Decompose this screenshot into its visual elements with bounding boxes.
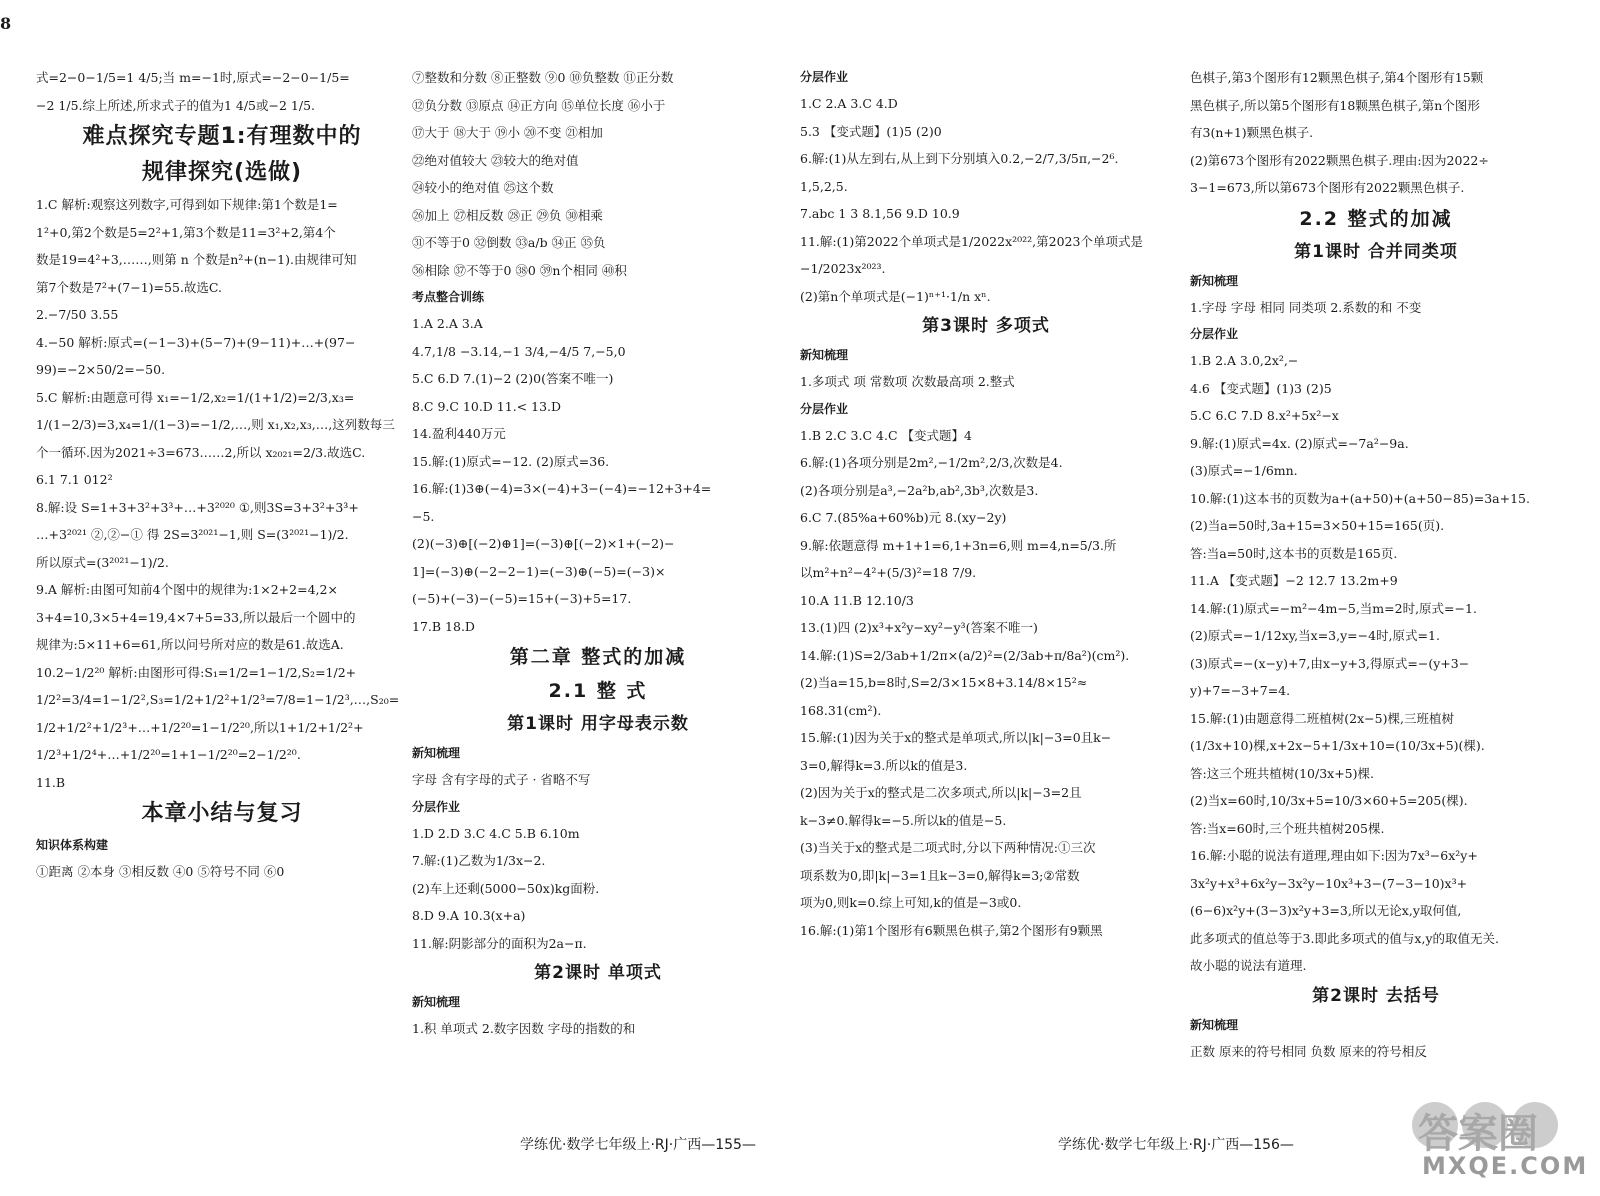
text-line: 数是19=4²+3,……,则第 n 个数是n²+(n−1).由规律可知	[36, 252, 357, 267]
text-line: −5.	[412, 508, 435, 524]
text-line: 8.解:设 S=1+3+3²+3³+…+3²⁰²⁰ ①,则3S=3+3²+3³+	[36, 499, 359, 515]
text-line: 此多项式的值总等于3.即此多项式的值与x,y的取值无关.	[1190, 930, 1499, 946]
text-line: 15.解:(1)原式=−12. (2)原式=36.	[412, 453, 610, 469]
text-line: 9.A 解析:由图可知前4个图中的规律为:1×2+2=4,2×	[36, 582, 338, 597]
text-line: ⑫负分数 ⑬原点 ⑭正方向 ⑮单位长度 ⑯小于	[412, 97, 666, 113]
text-line: 1.字母 字母 相同 同类项 2.系数的和 不变	[1190, 299, 1422, 315]
text-line: 15.解:(1)由题意得二班植树(2x−5)棵,三班植树	[1190, 710, 1454, 726]
text-line: 4.7,1/8 −3.14,−1 3/4,−4/5 7,−5,0	[412, 343, 626, 359]
text-line: 9.解:(1)原式=4x. (2)原式=−7a²−9a.	[1190, 435, 1409, 451]
site-watermark	[1412, 1102, 1589, 1182]
lesson-heading: 第1课时 用字母表示数	[507, 714, 689, 734]
text-line: 字母 含有字母的式子 · 省略不写	[412, 772, 591, 787]
text-line: 4.6 【变式题】(1)3 (2)5	[1190, 380, 1332, 396]
column-3	[800, 64, 1172, 944]
text-line: 故小聪的说法有道理.	[1190, 958, 1307, 973]
text-line: 10.解:(1)这本书的页数为a+(a+50)+(a+50−85)=3a+15.	[1190, 490, 1530, 506]
text-line: 项系数为0,即|k|−3=1且k−3=0,解得k=3;②常数	[800, 867, 1080, 883]
text-line: 答:这三个班共植树(10/3x+5)棵.	[1190, 765, 1374, 781]
text-line: 7.abc 1 3 8.1,56 9.D 10.9	[800, 206, 960, 221]
text-line: (2)当a=15,b=8时,S=2/3×15×8+3.14/8×15²≈	[800, 675, 1088, 690]
section-label: 新知梳理	[412, 746, 461, 760]
lesson-heading: 第1课时 合并同类项	[1294, 241, 1458, 262]
text-line: 6.C 7.(85%a+60%b)元 8.(xy−2y)	[800, 510, 1007, 525]
text-line: 9.解:依题意得 m+1+1=6,1+3n=6,则 m=4,n=5/3.所	[800, 537, 1117, 553]
text-line: 13.(1)四 (2)x³+x²y−xy²−y³(答案不唯一)	[800, 620, 1038, 635]
column-2	[412, 64, 784, 1043]
text-line: ㊱相除 ㊲不等于0 ㊳0 ㊴n个相同 ㊵积	[412, 262, 627, 278]
lesson-heading: 第3课时 多项式	[922, 316, 1050, 336]
text-line: (1/3x+10)棵,x+2x−5+1/3x+10=(10/3x+5)(棵).	[1190, 738, 1485, 753]
text-line: 5.C 6.D 7.(1)−2 (2)0(答案不唯一)	[412, 371, 614, 386]
text-line: 规律为:5×11+6=61,所以问号所对应的数是61.故选A.	[36, 637, 344, 652]
text-line: 5.C 解析:由题意可得 x₁=−1/2,x₂=1/(1+1/2)=2/3,x₃=	[36, 389, 355, 405]
section-label: 新知梳理	[412, 995, 461, 1009]
text-line: 1.A 2.A 3.A	[412, 316, 483, 331]
section-label: 分层作业	[800, 70, 849, 84]
footer-page-155: 学练优·数学七年级上·RJ·广西—155—	[520, 1137, 756, 1153]
text-line: 6.1 7.1 012²	[36, 472, 113, 487]
text-line: 11.解:阴影部分的面积为2a−π.	[412, 935, 587, 951]
watermark-url: MXQE.COM	[1422, 1152, 1589, 1180]
lesson-heading: 第2课时 去括号	[1312, 985, 1440, 1006]
text-line: k−3≠0.解得k=−5.所以k的值是−5.	[800, 812, 1007, 828]
text-line: (2)第n个单项式是(−1)ⁿ⁺¹·1/n xⁿ.	[800, 288, 991, 304]
section-label: 考点整合训练	[412, 290, 485, 304]
text-line: 10.A 11.B 12.10/3	[800, 592, 914, 608]
text-line: (6−6)x²y+(3−3)x²y+3=3,所以无论x,y取何值,	[1190, 903, 1462, 918]
text-line: …+3²⁰²¹ ②,②−① 得 2S=3²⁰²¹−1,则 S=(3²⁰²¹−1)/2.	[36, 527, 349, 542]
section-label: 新知梳理	[800, 348, 849, 362]
section-label: 分层作业	[412, 799, 461, 814]
text-line: ①距离 ②本身 ③相反数 ④0 ⑤符号不同 ⑥0	[36, 864, 285, 879]
text-line: 答:当a=50时,这本书的页数是165页.	[1190, 545, 1398, 561]
text-line: 正数 原来的符号相同 负数 原来的符号相反	[1190, 1043, 1427, 1059]
watermark-logo-text: 答案圈	[1418, 1111, 1538, 1157]
text-line: ⑦整数和分数 ⑧正整数 ⑨0 ⑩负整数 ⑪正分数	[412, 70, 674, 85]
text-line: 3=0,解得k=3.所以k的值是3.	[800, 757, 968, 773]
text-line: 3−1=673,所以第673个图形有2022颗黑色棋子.	[1190, 180, 1465, 195]
text-line: 6.解:(1)从左到右,从上到下分别填入0.2,−2/7,3/5π,−2⁶.	[800, 151, 1119, 166]
text-line: (−5)+(−3)−(−5)=15+(−3)+5=17.	[412, 591, 632, 606]
text-line: −1/2023x²⁰²³.	[800, 261, 886, 276]
text-line: 16.解:(1)3⊕(−4)=3×(−4)+3−(−4)=−12+3+4=	[412, 481, 712, 496]
text-line: 99)=−2×50/2=−50.	[36, 362, 166, 377]
text-line: 1.C 2.A 3.C 4.D	[800, 96, 898, 111]
text-line: 1/2²=3/4=1−1/2²,S₃=1/2+1/2²+1/2³=7/8=1−1/2³,…,S₂₀=	[36, 692, 400, 707]
text-line: 色棋子,第3个图形有12颗黑色棋子,第4个图形有15颗	[1190, 70, 1484, 85]
text-line: 1,5,2,5.	[800, 178, 848, 194]
section-label: 知识体系构建	[36, 838, 109, 852]
text-line: 3+4=10,3×5+4=19,4×7+5=33,所以最后一个圆中的	[36, 609, 356, 625]
text-line: 15.解:(1)因为关于x的整式是单项式,所以|k|−3=0且k−	[800, 730, 1112, 745]
text-line: 1.B 2.C 3.C 4.C 【变式题】4	[800, 427, 972, 443]
text-line: 5.C 6.C 7.D 8.x²+5x²−x	[1190, 408, 1339, 423]
topic-heading: 规律探究(选做)	[141, 160, 303, 185]
text-line: 1/2³+1/2⁴+…+1/2²⁰=1+1−1/2²⁰=2−1/2²⁰.	[36, 747, 301, 762]
text-line: 7.解:(1)乙数为1/3x−2.	[412, 853, 546, 868]
text-line: (3)当关于x的整式是二项式时,分以下两种情况:①三次	[800, 840, 1096, 855]
text-line: ㉖加上 ㉗相反数 ㉘正 ㉙负 ㉚相乘	[412, 207, 603, 223]
text-line: (2)原式=−1/12xy,当x=3,y=−4时,原式=1.	[1190, 628, 1440, 643]
text-line: 14.解:(1)S=2/3ab+1/2π×(a/2)²=(2/3ab+π/8a²)(cm²).	[800, 647, 1130, 663]
text-line: 8.D 9.A 10.3(x+a)	[412, 908, 526, 923]
text-line: 1.多项式 项 常数项 次数最高项 2.整式	[800, 374, 1015, 389]
text-line: (2)各项分别是a³,−2a²b,ab²,3b³,次数是3.	[800, 482, 1039, 498]
text-line: 1.D 2.D 3.C 4.C 5.B 6.10m	[412, 825, 580, 841]
text-line: 1.积 单项式 2.数字因数 字母的指数的和	[412, 1021, 636, 1036]
text-line: 11.解:(1)第2022个单项式是1/2022x²⁰²²,第2023个单项式是	[800, 233, 1143, 249]
text-line: (2)当a=50时,3a+15=3×50+15=165(页).	[1190, 518, 1445, 533]
text-line: 项为0,则k=0.综上可知,k的值是−3或0.	[800, 895, 1022, 910]
text-line: (3)原式=−(x−y)+7,由x−y+3,得原式=−(y+3−	[1190, 655, 1470, 671]
text-line: (2)因为关于x的整式是二次多项式,所以|k|−3=2且	[800, 785, 1082, 800]
text-line: 5.3 【变式题】(1)5 (2)0	[800, 123, 942, 139]
text-line: 17.B 18.D	[412, 618, 475, 634]
text-line: 3x²y+x³+6x²y−3x²y−10x³+3−(7−3−10)x³+	[1190, 875, 1468, 891]
text-line: 个一循环.因为2021÷3=673……2,所以 x₂₀₂₁=2/3.故选C.	[36, 444, 366, 460]
text-line: 11.B	[36, 774, 66, 790]
text-line: ㉔较小的绝对值 ㉕这个数	[412, 180, 554, 195]
corner-mark: 8	[0, 14, 12, 33]
section-label: 新知梳理	[1190, 1017, 1239, 1032]
text-line: 8.C 9.C 10.D 11.< 13.D	[412, 398, 562, 414]
text-line: 6.解:(1)各项分别是2m²,−1/2m²,2/3,次数是4.	[800, 455, 1063, 470]
text-line: 2.−7/50 3.55	[36, 307, 119, 322]
text-line: 以m²+n²−4²+(5/3)²=18 7/9.	[800, 565, 977, 580]
section-label: 分层作业	[1190, 327, 1239, 341]
text-line: 16.解:(1)第1个图形有6颗黑色棋子,第2个图形有9颗黑	[800, 922, 1103, 938]
footer-page-156: 学练优·数学七年级上·RJ·广西—156—	[1058, 1137, 1294, 1153]
text-line: ㉛不等于0 ㉜倒数 ㉝a/b ㉞正 ㉟负	[412, 235, 606, 250]
text-line: (2)车上还剩(5000−50x)kg面粉.	[412, 880, 600, 896]
chapter-heading: 2.2 整式的加减	[1299, 207, 1453, 230]
text-line: 有3(n+1)颗黑色棋子.	[1190, 125, 1314, 140]
text-line: 10.2−1/2²⁰ 解析:由图形可得:S₁=1/2=1−1/2,S₂=1/2+	[36, 664, 357, 680]
text-line: 11.A 【变式题】−2 12.7 13.2m+9	[1190, 573, 1398, 588]
chapter-heading: 第二章 整式的加减	[509, 646, 687, 668]
lesson-heading: 第2课时 单项式	[534, 963, 662, 983]
text-line: 4.−50 解析:原式=(−1−3)+(5−7)+(9−11)+…+(97−	[36, 334, 356, 350]
text-line: ⑰大于 ⑱大于 ⑲小 ⑳不变 ㉑相加	[412, 125, 603, 140]
text-line: (2)(−3)⊕[(−2)⊕1]=(−3)⊕[(−2)×1+(−2)−	[412, 536, 675, 551]
text-line: 14.盈利440万元	[412, 426, 506, 441]
chapter-heading: 2.1 整 式	[548, 680, 648, 702]
text-line: 1]=(−3)⊕(−2−2−1)=(−3)⊕(−5)=(−3)×	[412, 563, 666, 579]
text-line: (2)当x=60时,10/3x+5=10/3×60+5=205(棵).	[1190, 793, 1468, 808]
text-line: 14.解:(1)原式=−m²−4m−5,当m=2时,原式=−1.	[1190, 600, 1477, 616]
text-line: 黑色棋子,所以第5个图形有18颗黑色棋子,第n个图形	[1190, 97, 1480, 113]
text-line: 1.C 解析:观察这列数字,可得到如下规律:第1个数是1=	[36, 197, 338, 212]
text-line: 1/2+1/2²+1/2³+…+1/2²⁰=1−1/2²⁰,所以1+1/2+1/2²+	[36, 719, 364, 735]
text-line: 16.解:小聪的说法有道理,理由如下:因为7x³−6x²y+	[1190, 848, 1478, 863]
text-line: 所以原式=(3²⁰²¹−1)/2.	[36, 554, 169, 570]
column-1	[36, 64, 408, 886]
text-line: 答:当x=60时,三个班共植树205棵.	[1190, 820, 1385, 836]
column-4	[1190, 64, 1562, 1065]
text-line: 1.B 2.A 3.0,2x²,−	[1190, 353, 1299, 368]
text-line: ㉒绝对值较大 ㉓较大的绝对值	[412, 152, 579, 168]
text-line: 第7个数是7²+(7−1)=55.故选C.	[36, 279, 222, 295]
topic-heading: 难点探究专题1:有理数中的	[82, 124, 362, 149]
section-label: 分层作业	[800, 401, 849, 416]
text-line: 1²+0,第2个数是5=2²+1,第3个数是11=3²+2,第4个	[36, 224, 336, 240]
text-line: (2)第673个图形有2022颗黑色棋子.理由:因为2022÷	[1190, 152, 1489, 168]
text-line: y)+7=−3+7=4.	[1190, 683, 1291, 698]
text-line: −2 1/5.综上所述,所求式子的值为1 4/5或−2 1/5.	[36, 97, 315, 113]
text-line: 168.31(cm²).	[800, 702, 882, 718]
topic-heading: 本章小结与复习	[141, 801, 303, 826]
section-label: 新知梳理	[1190, 273, 1239, 288]
text-line: (3)原式=−1/6mn.	[1190, 463, 1298, 478]
text-line: 1/(1−2/3)=3,x₄=1/(1−3)=−1/2,…,则 x₁,x₂,x₃,…,这列数每三	[36, 417, 395, 432]
text-line: 式=2−0−1/5=1 4/5;当 m=−1时,原式=−2−0−1/5=	[36, 70, 350, 85]
